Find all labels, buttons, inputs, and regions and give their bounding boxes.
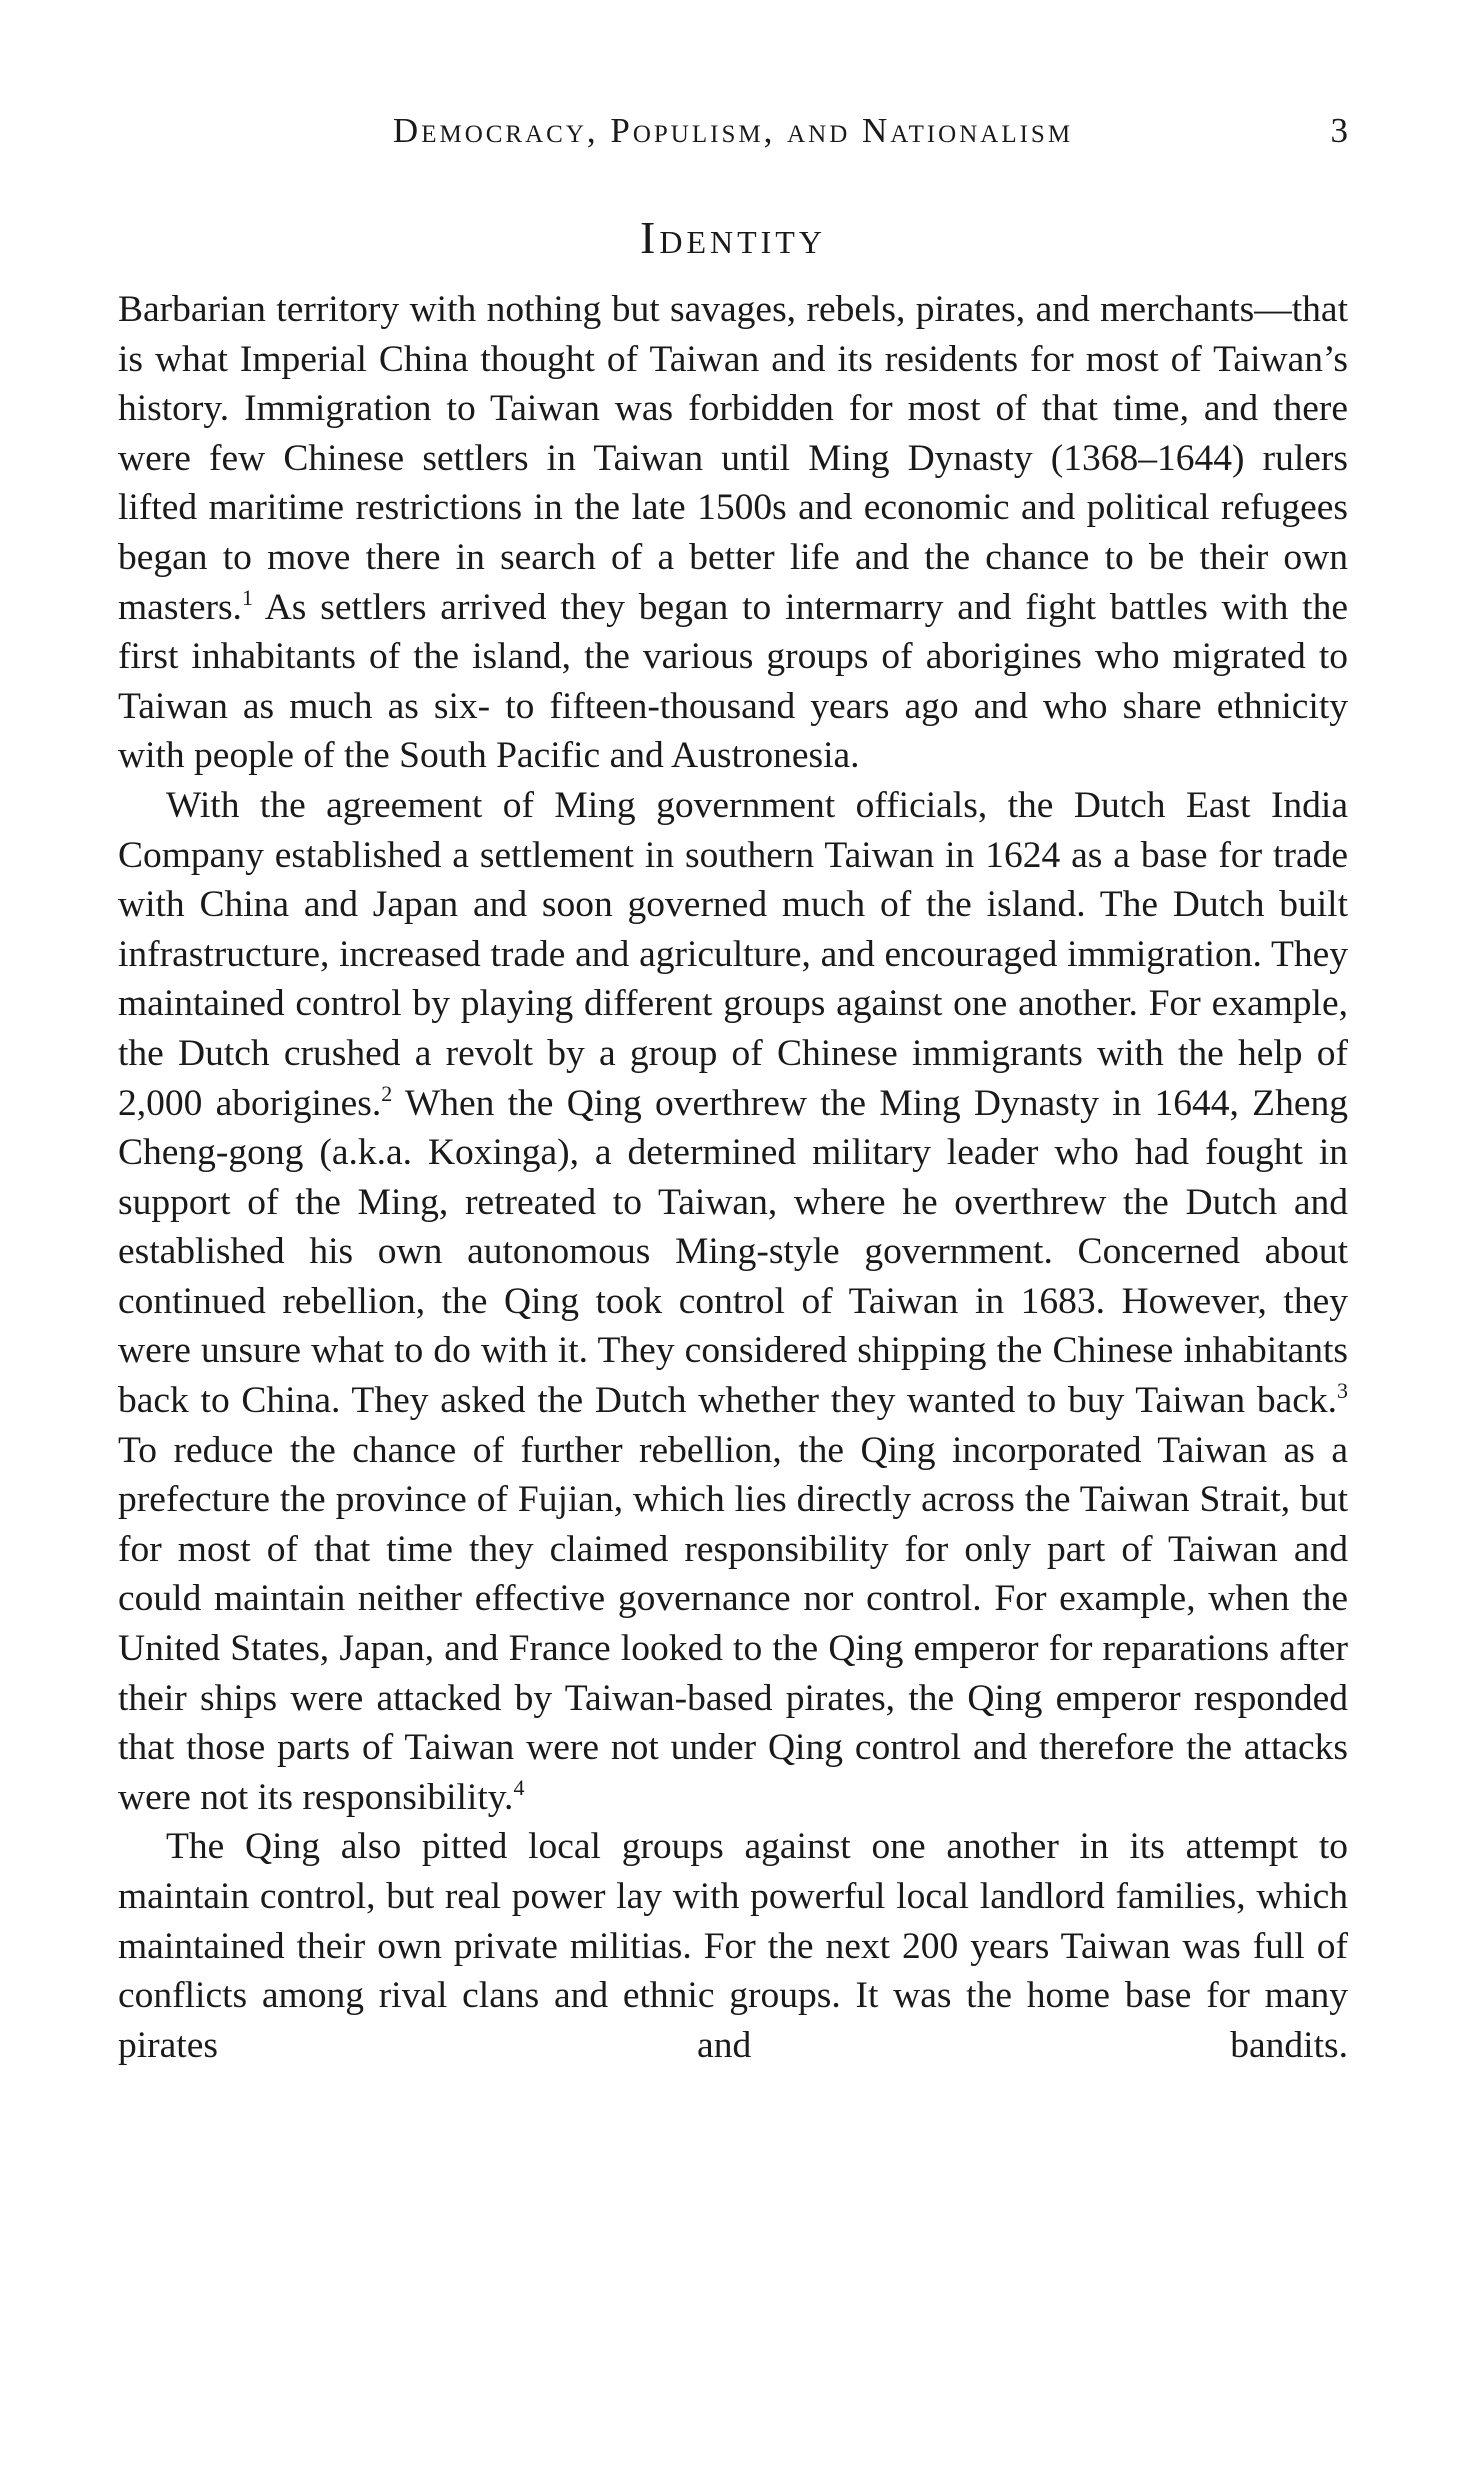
book-page	[118, 0, 1348, 2469]
paragraph-text: Barbarian territory with nothing but savages, rebels, pirates, and merchants—that is what Imperial China thought of Taiwan and its residents for most of Taiwan’s history. Immigration to Taiwan was forbidden for most of that time, and there were few Chinese settlers in Taiwan until Ming Dynasty (1368–1644) rulers lifted maritime restrictions in the late 1500s and economic and political refugees began to move there in search of a better life and the chance to be their own masters.	[118, 289, 1348, 628]
body-text	[118, 285, 1348, 2070]
footnote-ref-1[interactable]: 1	[241, 584, 253, 610]
paragraph-3	[118, 1822, 1348, 2070]
paragraph-text: The Qing also pitted local groups against one another in its attempt to maintain control, but real power lay with powerful local landlord families, which maintained their own private militias. For the next 200 years Taiwan was full of conflicts among rival clans and ethnic groups. It was the home base for many pirates and bandits.	[118, 1826, 1348, 2066]
paragraph-text: With the agreement of Ming government officials, the Dutch East India Company established a settlement in southern Taiwan in 1624 as a base for trade with China and Japan and soon governed much of the island. The Dutch built infrastructure, increased trade and agriculture, and encouraged immigration. They maintained control by playing different groups against one another. For example, the Dutch crushed a revolt by a group of Chinese immigrants with the help of 2,000 aborigines.	[118, 784, 1348, 1124]
paragraph-text: To reduce the chance of further rebellion, the Qing incorporated Taiwan as a prefecture the province of Fujian, which lies directly across the Taiwan Strait, but for most of that time they claimed responsibility for only part of Taiwan and could maintain neither effective governance nor control. For example, when the United States, Japan, and France looked to the Qing emperor for reparations after their ships were attacked by Taiwan-based pirates, the Qing emperor responded that those parts of Taiwan were not under Qing control and therefore the attacks were not its responsibility.	[118, 1429, 1348, 1818]
running-header	[118, 106, 1348, 156]
section-heading: Identity	[640, 212, 826, 263]
footnote-ref-2[interactable]: 2	[381, 1080, 393, 1106]
paragraph-2	[118, 781, 1348, 1822]
footnote-ref-3[interactable]: 3	[1337, 1378, 1348, 1404]
page-number: 3	[1330, 111, 1348, 150]
paragraph-text: When the Qing overthrew the Ming Dynasty in 1644, Zheng Cheng-gong (a.k.a. Koxinga), a determined military leader who had fought in support of the Ming, retreated to Taiwan, where he overthrew the Dutch and established his own autonomous Ming-style government. Concerned about continued rebellion, the Qing took control of Taiwan in 1683. However, they were unsure what to do with it. They considered shipping the Chinese inhabitants back to China. They asked the Dutch whether they wanted to buy Taiwan back.	[118, 1082, 1348, 1422]
footnote-ref-4[interactable]: 4	[513, 1774, 525, 1800]
paragraph-text: As settlers arrived they began to intermarry and fight battles with the first inhabitants of the island, the various groups of aborigines who migrated to Taiwan as much as six- to fifteen-thousand years ago and who share ethnicity with people of the South Pacific and Austronesia.	[118, 586, 1348, 777]
paragraph-1	[118, 285, 1348, 781]
running-title: Democracy, Populism, and Nationalism	[392, 111, 1074, 150]
